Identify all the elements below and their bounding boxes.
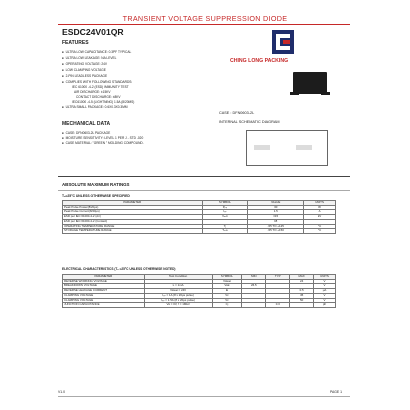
features-list: [62, 50, 212, 111]
table-cell: CLAMPING VOLTAGE: [63, 293, 145, 298]
feature-item: ■ 2-PIN LEADLESS PACKAGE: [62, 74, 212, 80]
feature-item: ■ COMPLIES WITH FOLLOWING STANDARDS:: [62, 80, 212, 86]
table-cell: μA: [314, 289, 336, 294]
table-header-cell: SYMBOL: [202, 201, 248, 206]
feature-item: AIR DISCHARGE: ±15KV: [74, 90, 111, 95]
abs-max-table: [62, 200, 336, 234]
feature-item: ■ ULTRA LOW CAPACITANCE: 0.3PF TYPICAL: [62, 50, 212, 56]
table-cell: Vᴄ: [212, 298, 242, 303]
table-cell: Iₚₚ = 1A (8 x 20μs pulse): [144, 293, 212, 298]
table-cell: V: [314, 293, 336, 298]
table-cell: 24: [290, 279, 314, 284]
table-row: [63, 303, 336, 308]
table-cell: 0.5: [290, 289, 314, 294]
package-image: [293, 72, 327, 94]
document-title: TRANSIENT VOLTAGE SUPPRESSION DIODE: [122, 14, 288, 23]
abs-max-heading: ABSOLUTE MAXIMUM RATINGS: [62, 182, 130, 187]
abs-max-note: Tₐ=25°C UNLESS OTHERWISE SPECIFIED: [62, 194, 130, 198]
package-lead: [290, 92, 299, 95]
features-heading: FEATURES: [62, 40, 89, 46]
footer-page: PAGE 1: [330, 390, 342, 394]
table-cell: Cⱼ: [212, 303, 242, 308]
table-cell: ESD per IEC 61000-4-2 (Air): [63, 215, 203, 220]
table-cell: Peak Pulse Power(8/20μs): [63, 205, 203, 210]
feature-item: IEC 61000 -4-2 (ESD) IMMUNITY TEST: [72, 85, 129, 90]
footer-divider: [58, 396, 350, 397]
table-header-cell: PARAMETER: [63, 201, 203, 206]
table-row: [63, 229, 336, 234]
section-divider: [58, 190, 350, 191]
table-cell: Pₚₚ: [202, 205, 248, 210]
table-cell: Vʀ = 0V, f = 1MHz: [144, 303, 212, 308]
table-cell: kV: [304, 215, 336, 220]
title-divider: [58, 24, 350, 25]
table-cell: -55 TO +125: [248, 224, 304, 229]
table-header-cell: Test Condition: [144, 275, 212, 280]
table-cell: STORAGE TEMPERATURE RANGE: [63, 229, 203, 234]
schematic-pad: [296, 145, 312, 150]
section-divider: [58, 176, 350, 177]
table-cell: OPERATING TEMPERATURE RANGE: [63, 224, 203, 229]
table-cell: V: [314, 279, 336, 284]
brand-name: CHING LONG PACKING: [230, 58, 289, 64]
table-cell: ±15: [248, 215, 304, 220]
table-cell: Vʀᴡᴍ = 24V: [144, 289, 212, 294]
table-cell: 26.5: [242, 284, 266, 289]
table-cell: ESD per IEC 61000-4-2 (Contact): [63, 219, 203, 224]
table-cell: Vᴄ: [212, 293, 242, 298]
table-cell: pF: [314, 303, 336, 308]
table-cell: REVERSE WORKING VOLTAGE: [63, 279, 145, 284]
table-header-cell: MIN: [242, 275, 266, 280]
table-cell: 50: [290, 298, 314, 303]
package-lead: [321, 92, 330, 95]
footer-version: V1.0: [58, 390, 65, 394]
table-cell: ±8: [248, 219, 304, 224]
feature-item: CONTACT DISCHARGE: ±8KV: [76, 95, 121, 100]
table-header-cell: PARAMETER: [63, 275, 145, 280]
mechanical-heading: MECHANICAL DATA: [62, 121, 111, 127]
table-cell: 30: [248, 205, 304, 210]
table-cell: Iₚₚ = 1.5A (8 x 20μs pulse): [144, 298, 212, 303]
table-cell: -55 TO +150: [248, 229, 304, 234]
table-cell: BREAKDOWN VOLTAGE: [63, 284, 145, 289]
table-cell: Iʀ: [212, 289, 242, 294]
table-cell: Iₜ = 1mA: [144, 284, 212, 289]
table-cell: A: [304, 210, 336, 215]
electrical-table: [62, 274, 336, 308]
table-cell: REVERSE LEAKAGE CURRENT: [63, 289, 145, 294]
case-label: CASE : DFN0603-2L: [219, 111, 255, 115]
feature-item: ■ ULTRA SMALL PACKAGE: 0.6X0.3X0.3MM: [62, 105, 212, 111]
table-header-cell: MAX: [290, 275, 314, 280]
table-cell: Peak Pulse Current(8/20μs): [63, 210, 203, 215]
table-cell: V: [314, 298, 336, 303]
mechanical-item: ■ CASE: DFN0603-2L PACKAGE: [62, 131, 144, 136]
table-cell: °C: [304, 224, 336, 229]
electrical-note: ELECTRICAL CHARACTERISTICS (Tₐ =25°C UNLESS OTHERWISE NOTED): [62, 267, 176, 271]
table-header-cell: TYP: [266, 275, 290, 280]
table-cell: [242, 303, 266, 308]
feature-item: IEC61000 -4-5 (LIGHTNING) 1.5A (8/20MS): [72, 100, 135, 105]
table-cell: 1.5: [248, 210, 304, 215]
table-cell: W: [304, 205, 336, 210]
mechanical-list: [62, 131, 144, 146]
table-header-cell: SYMBOL: [212, 275, 242, 280]
table-cell: CLAMPING VOLTAGE: [63, 298, 145, 303]
feature-item: ■ ULTRA LOW LEAKAGE: NA LEVEL: [62, 56, 212, 62]
schematic-label: INTERNAL SCHEMATIC DIAGRAM: [219, 120, 280, 124]
table-cell: 0.3: [266, 303, 290, 308]
table-cell: JUNCTION CAPACITANCE: [63, 303, 145, 308]
part-number: ESDC24V01QR: [62, 27, 124, 37]
table-cell: Vʀᴡᴍ: [212, 279, 242, 284]
feature-item: ■ LOW CLAMPING VOLTAGE: [62, 68, 212, 74]
table-cell: Tₛₜɢ: [202, 229, 248, 234]
table-header-cell: UNITS: [304, 201, 336, 206]
table-header-cell: VALUE: [248, 201, 304, 206]
table-cell: [290, 303, 314, 308]
table-cell: Tⱼ: [202, 224, 248, 229]
table-cell: Vʙʀ: [212, 284, 242, 289]
table-cell: V: [314, 284, 336, 289]
cl-logo-icon: [272, 30, 294, 54]
mechanical-item: ■ CASE MATERIAL: "GREEN " MOLDING COMPOUND.: [62, 141, 144, 146]
mechanical-item: ■ MOISTURE SENSITIVITY: LEVEL 1 PER J - STD -020: [62, 136, 144, 141]
table-cell: Iₚₚ: [202, 210, 248, 215]
table-cell: 45: [290, 293, 314, 298]
table-cell: °C: [304, 229, 336, 234]
table-header-cell: UNITS: [314, 275, 336, 280]
feature-item: ■ OPERATING VOLTAGE: 24V: [62, 62, 212, 68]
schematic-pad: [254, 145, 270, 150]
table-cell: Vₑₛᴅ: [202, 215, 248, 220]
